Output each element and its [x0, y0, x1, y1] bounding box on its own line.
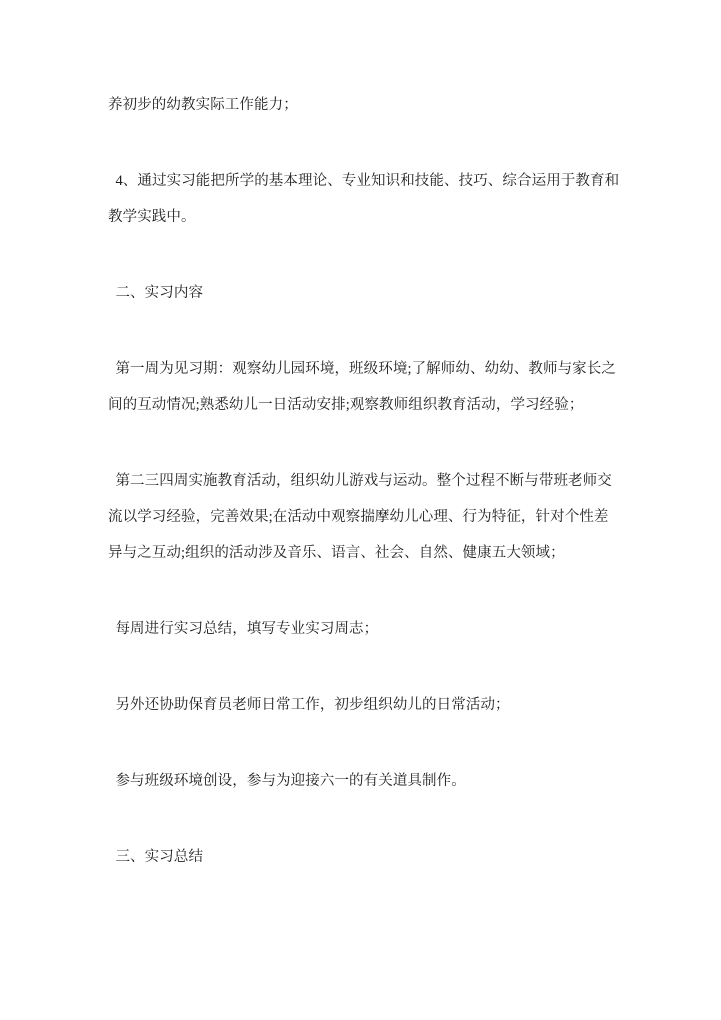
section-heading-text: 二、实习内容: [108, 285, 204, 301]
paragraph-continuation: [108, 87, 701, 123]
paragraph-line: 第二三四周实施教育活动，组织幼儿游戏与运动。整个过程不断与带班老师交: [108, 473, 612, 489]
paragraph-line: 流以学习经验，完善效果;在活动中观察揣摩幼儿心理、行为特征，针对个性差: [108, 509, 609, 525]
paragraph-line: 参与班级环境创设，参与为迎接六一的有关道具制作。: [108, 773, 466, 789]
paragraph-line: 每周进行实习总结，填写专业实习周志；: [108, 621, 379, 637]
paragraph-line: 另外还协助保育员老师日常工作，初步组织幼儿的日常活动；: [108, 697, 510, 713]
paragraph-line: 第一周为见习期：观察幼儿园环境，班级环境;了解师幼、幼幼、教师与家长之: [108, 361, 616, 377]
paragraph-line: 间的互动情况;熟悉幼儿一日活动安排;观察教师组织教育活动，学习经验；: [108, 397, 584, 413]
paragraph-line: 养初步的幼教实际工作能力；: [108, 97, 298, 113]
paragraph-assist-work: [108, 687, 701, 723]
paragraph-line: 4、通过实习能把所学的基本理论、专业知识和技能、技巧、综合运用于教育和: [108, 173, 620, 189]
section-heading-3: [108, 839, 701, 875]
paragraph-environment-setup: [108, 763, 701, 799]
paragraph-objective-4: [108, 163, 701, 235]
paragraph-weeks-2-4: [108, 463, 701, 571]
paragraph-week-1: [108, 351, 701, 423]
section-heading-text: 三、实习总结: [108, 849, 204, 865]
section-heading-2: [108, 275, 701, 311]
paragraph-weekly-summary: [108, 611, 701, 647]
paragraph-line: 异与之互动;组织的活动涉及音乐、语言、社会、自然、健康五大领域；: [108, 545, 565, 561]
paragraph-line: 教学实践中。: [108, 209, 196, 225]
